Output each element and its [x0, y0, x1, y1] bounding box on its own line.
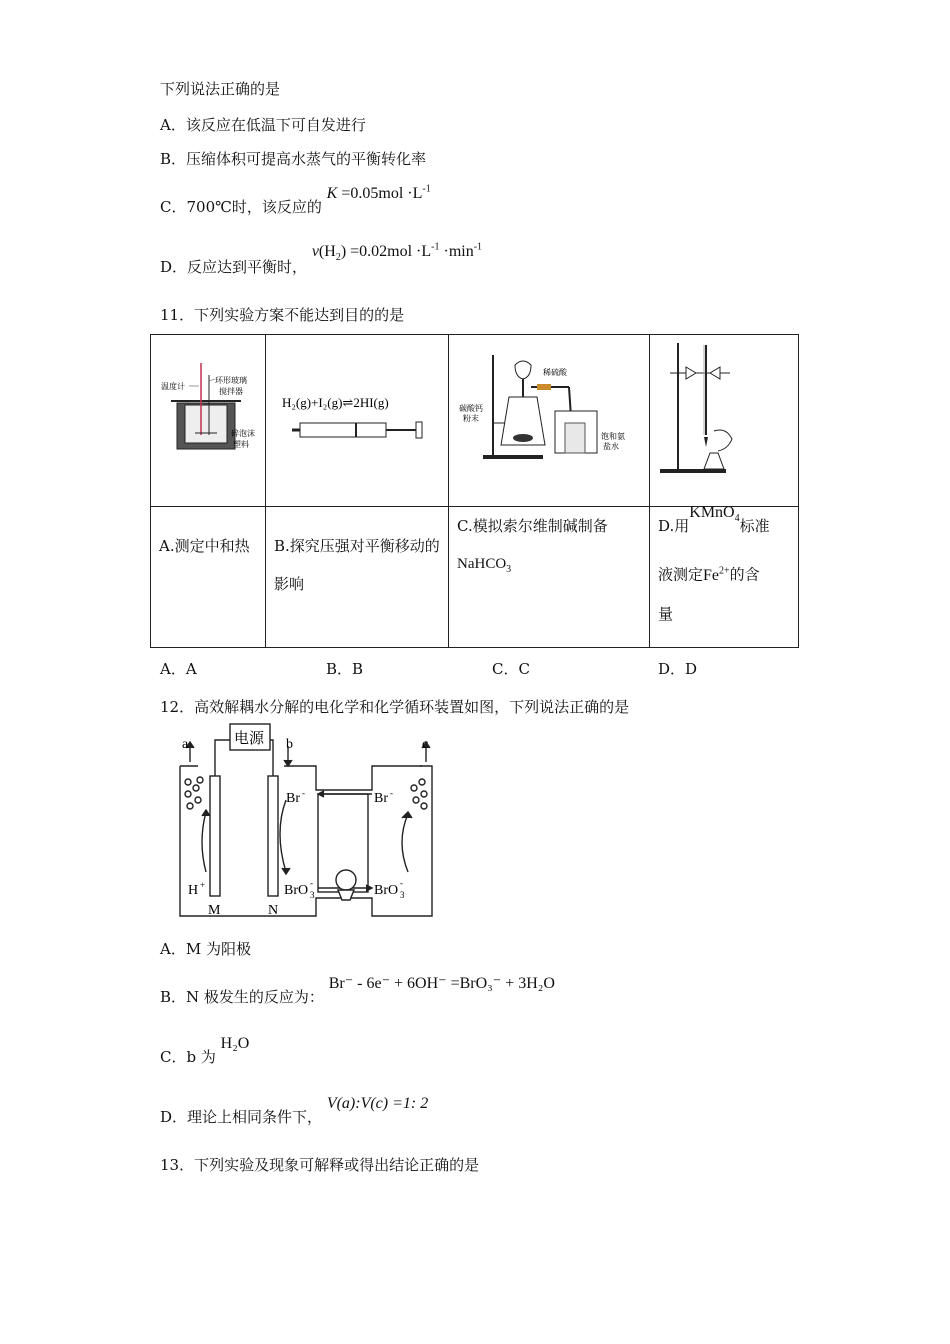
q10-option-d: D．反应达到平衡时， $v(H_2) =0.02mol \cdot L^{-1} \cdot\min^{-1}$: [160, 241, 483, 276]
svg-text:a: a: [182, 737, 189, 752]
q12-option-a: A．M 为阳极: [160, 940, 251, 958]
solvay-apparatus-diagram: [449, 335, 649, 506]
q12-option-d: D．理论上相同条件下， V(a):V(c) =1: 2: [160, 1095, 429, 1126]
svg-text:盐水: 盐水: [603, 442, 619, 451]
svg-text:b: b: [286, 737, 293, 752]
svg-text:-: -: [310, 878, 313, 888]
syringe-diagram: [266, 335, 448, 506]
svg-text:-: -: [400, 878, 403, 888]
q11-option-a: A．A: [160, 660, 197, 678]
svg-text:3: 3: [400, 890, 405, 900]
q12-option-b: B．N 极发生的反应为： Br⁻ - 6e⁻ + 6OH⁻ =BrO₃⁻ + 3H₂O: [160, 975, 555, 1006]
svg-text:环形玻璃: 环形玻璃: [215, 376, 247, 385]
svg-text:M: M: [208, 903, 221, 918]
electrolysis-diagram: [176, 722, 438, 922]
q10-stem: 下列说法正确的是: [160, 80, 281, 98]
svg-text:稀硫酸: 稀硫酸: [543, 368, 567, 377]
q10-option-c: C．700℃时，该反应的 $K =0.05mol \cdot L^{-1}$: [160, 183, 431, 216]
experiment-b-figure: [266, 335, 449, 507]
svg-text:BrO: BrO: [284, 883, 309, 898]
svg-text:碎泡沫: 碎泡沫: [231, 429, 255, 438]
q11-stem: 11．下列实验方案不能达到目的的是: [160, 306, 405, 324]
svg-text:Br: Br: [286, 791, 300, 806]
svg-text:H: H: [188, 883, 199, 898]
rate-expression: $v(H_2) =0.02mol \cdot L^{-1} \cdot\min^{-1}$: [311, 241, 483, 264]
svg-text:c: c: [422, 737, 429, 752]
experiment-d-figure: [650, 335, 799, 507]
q12-option-c: C．b 为 H₂O: [160, 1035, 250, 1066]
power-source-label: 电源: [234, 731, 265, 747]
q11-option-b: B．B: [326, 660, 364, 678]
experiment-c-caption: C.模拟索尔维制碱制备 NaHCO$_3$: [449, 507, 650, 648]
svg-text:H₂(g)+I₂(g)⇌2HI(g): H₂(g)+I₂(g)⇌2HI(g): [282, 395, 389, 410]
q11-option-d: D．D: [658, 660, 698, 678]
q10-option-b: B．压缩体积可提高水蒸气的平衡转化率: [160, 150, 427, 168]
electrode-reaction: Br⁻ - 6e⁻ + 6OH⁻ =BrO₃⁻ + 3H₂O: [328, 975, 555, 992]
svg-text:塑料: 塑料: [233, 440, 249, 449]
q11-options: [160, 658, 800, 680]
experiment-a-figure: [151, 335, 266, 507]
svg-text:-: -: [390, 788, 393, 798]
svg-text:+: +: [200, 880, 206, 890]
svg-text:BrO: BrO: [374, 883, 399, 898]
calorimeter-diagram: [151, 335, 265, 506]
svg-text:粉末: 粉末: [463, 414, 479, 423]
q11-option-c: C．C: [492, 660, 530, 678]
experiment-d-caption: D.用KMnO$_4$标准 液测定$Fe^{2+}$的含 量: [650, 507, 799, 648]
equilibrium-constant-expression: $K =0.05mol \cdot L^{-1}$: [326, 183, 431, 202]
q10-option-a: A．该反应在低温下可自发进行: [160, 116, 366, 134]
svg-text:3: 3: [310, 890, 315, 900]
svg-text:N: N: [268, 903, 279, 918]
svg-text:-: -: [302, 788, 305, 798]
svg-text:饱和氨: 饱和氨: [601, 432, 625, 441]
svg-text:碳酸钙: 碳酸钙: [459, 404, 483, 413]
titration-diagram: [650, 335, 798, 506]
experiment-c-figure: [449, 335, 650, 507]
svg-text:Br: Br: [374, 791, 388, 806]
experiment-a-caption: A.测定中和热: [151, 507, 266, 648]
svg-text:温度计: 温度计: [161, 382, 185, 391]
experiment-table: [150, 334, 799, 648]
svg-text:搅拌器: 搅拌器: [219, 387, 243, 396]
q12-stem: 12．高效解耦水分解的电化学和化学循环装置如图，下列说法正确的是: [160, 698, 630, 716]
experiment-b-caption: B.探究压强对平衡移动的影响: [266, 507, 449, 648]
q13-stem: 13．下列实验及现象可解释或得出结论正确的是: [160, 1156, 480, 1174]
